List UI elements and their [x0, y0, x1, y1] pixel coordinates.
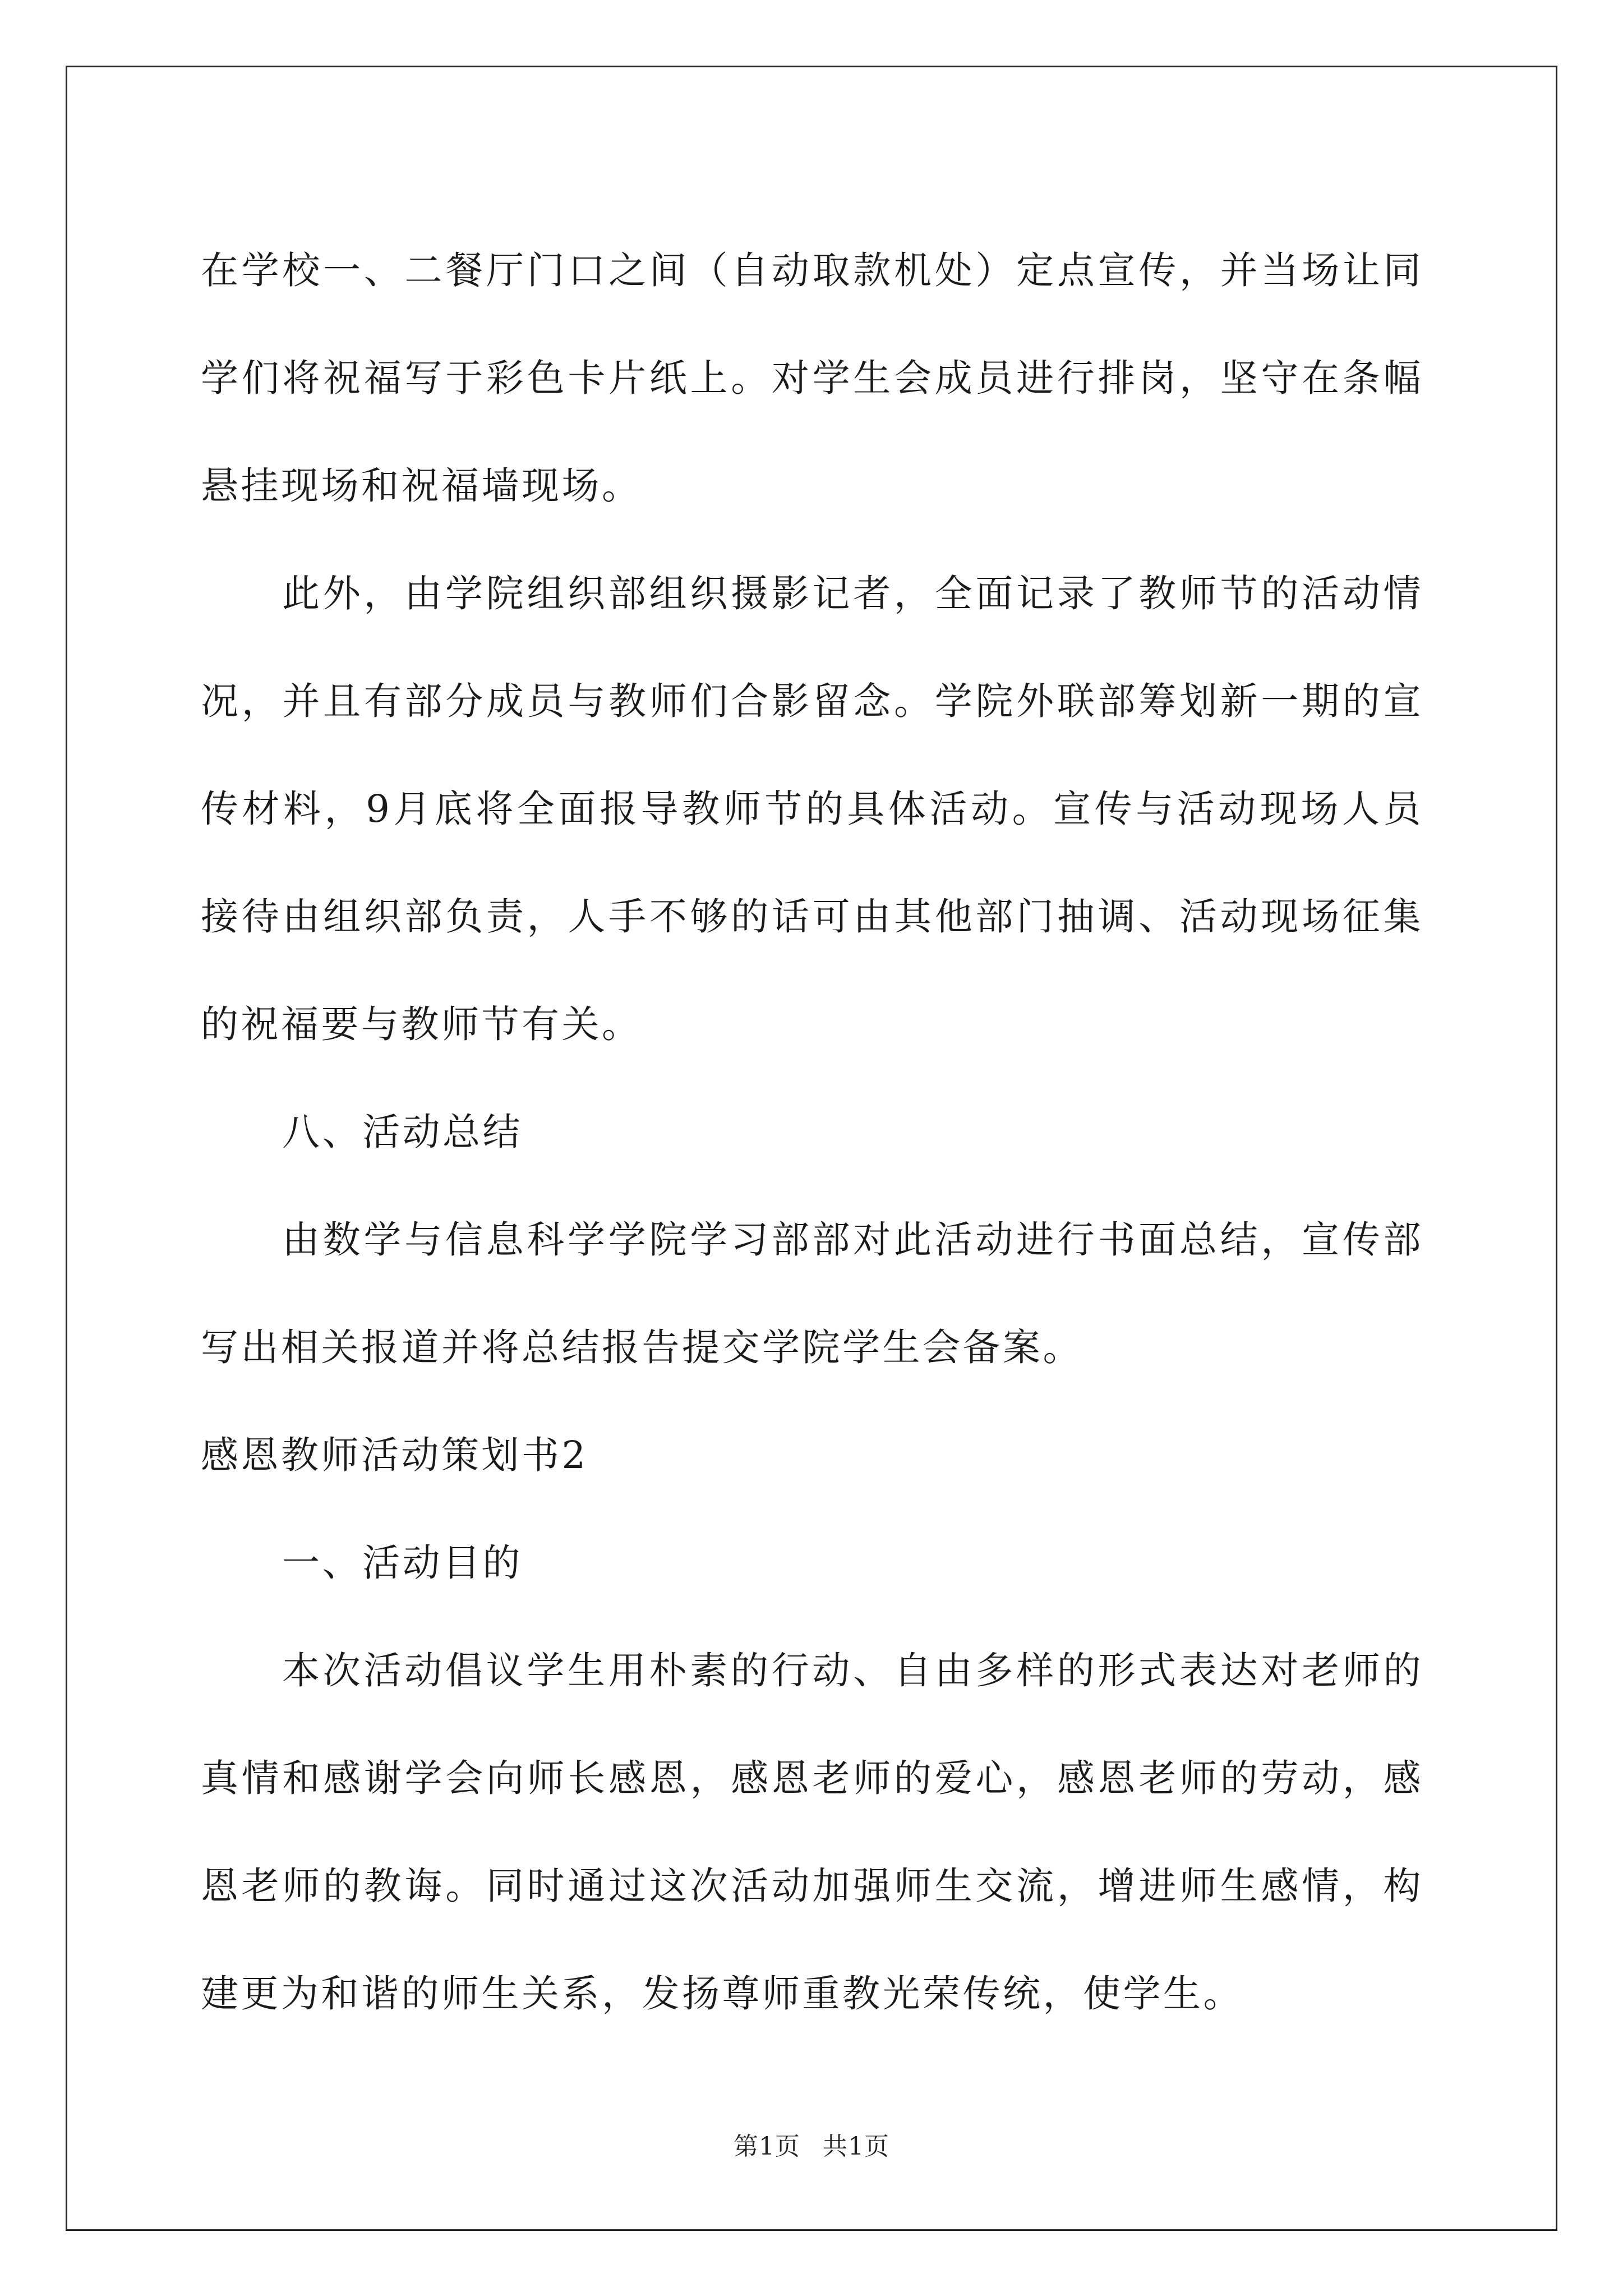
paragraph-publicity-location: 在学校一、二餐厅门口之间（自动取款机处）定点宣传，并当场让同学们将祝福写于彩色卡片纸上。对学生会成员进行排岗，坚守在条幅悬挂现场和祝福墙现场。 — [201, 249, 1423, 508]
paragraph-photography-record: 此外，由学院组织部组织摄影记者，全面记录了教师节的活动情况，并且有部分成员与教师们合影留念。学院外联部筹划新一期的宣传材料，9月底将全面报导教师节的具体活动。宣传与活动现场人员接待由组织部负责，人手不够的话可由其他部门抽调、活动现场征集的祝福要与教师节有关。 — [201, 572, 1423, 1046]
page-footer — [0, 2126, 1623, 2162]
document-body — [201, 217, 1423, 2047]
section-heading-activity-purpose: 一、活动目的 — [282, 1541, 523, 1585]
page-number: 第1页 — [734, 2132, 800, 2161]
document-title-plan-2: 感恩教师活动策划书2 — [201, 1433, 588, 1477]
page-total: 共1页 — [823, 2132, 889, 2161]
paragraph-summary-report: 由数学与信息科学学院学习部部对此活动进行书面总结，宣传部写出相关报道并将总结报告提交学院学生会备案。 — [201, 1218, 1423, 1369]
paragraph-purpose-description: 本次活动倡议学生用朴素的行动、自由多样的形式表达对老师的真情和感谢学会向师长感恩，感恩老师的爱心，感恩老师的劳动，感恩老师的教诲。同时通过这次活动加强师生交流，增进师生感情，构建更为和谐的师生关系，发扬尊师重教光荣传统，使学生。 — [201, 1649, 1423, 2016]
section-heading-activity-summary: 八、活动总结 — [282, 1110, 523, 1154]
